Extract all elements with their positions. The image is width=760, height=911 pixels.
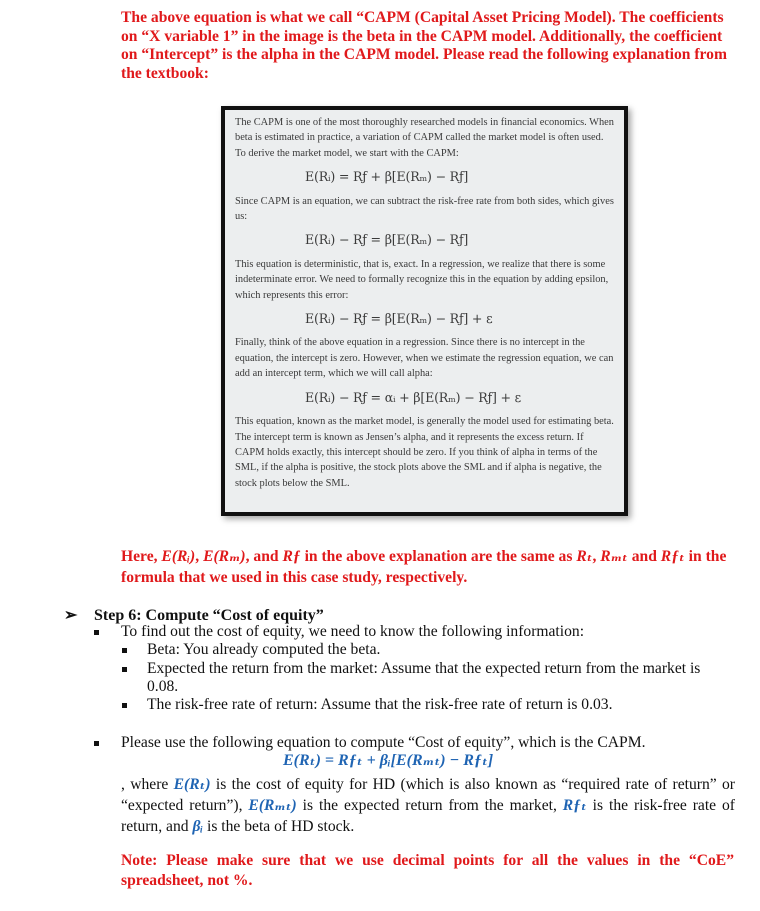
equation-capm: E(Rᵢ) = Rƒ + β[E(Rₘ) − Rƒ] [305, 169, 469, 185]
equation-market-model: E(Rᵢ) − Rƒ = αᵢ + β[E(Rₘ) − Rƒ] + ε [305, 389, 522, 405]
capm-equation: E(Rₜ) = Rƒₜ + βᵢ[E(Rₘₜ) − Rƒₜ] [283, 752, 494, 769]
equation-excess: E(Rᵢ) − Rƒ = β[E(Rₘ) − Rƒ] [305, 232, 469, 248]
equation-definitions: , where E(Rₜ) is the cost of equity for HD (which is also known as “required rate of return” or “expected return”), E(Rₘₜ) is the expected return from the market, Rƒₜ is the risk-free rate of return, and βᵢ is the beta of HD stock. [121, 776, 735, 835]
decimal-note: Note: Please make sure that we use decimal points for all the values in the “CoE” spreadsheet, not %. [121, 852, 734, 889]
square-bullet-icon [122, 648, 127, 653]
variable-mapping-note: Here, E(Rᵢ), E(Rₘ), and Rƒ in the above explanation are the same as Rₜ, Rₘₜ and Rƒₜ in the formula that we used in this case study, respectively. [121, 548, 727, 586]
textbook-paragraph-4: Finally, think of the above equation in a regression. Since there is no intercept in the equation, the intercept is zero. However, when we estimate the regression equation, we can add an intercept term, which we will call alpha: [235, 337, 614, 380]
square-bullet-icon [94, 630, 99, 635]
textbook-excerpt [221, 106, 628, 516]
step6-intro: To find out the cost of equity, we need to know the following information: [121, 623, 585, 640]
textbook-paragraph-1: The CAPM is one of the most thoroughly researched models in financial economics. When beta is estimated in practice, a variation of CAPM called the market model is often used. To derive the market model, we start with the CAPM: [235, 117, 614, 159]
info-beta: Beta: You already computed the beta. [147, 641, 381, 658]
use-equation-instruction: Please use the following equation to compute “Cost of equity”, which is the CAPM. [121, 734, 646, 751]
step-6-heading: ➢ Step 6: Compute “Cost of equity” [64, 607, 324, 624]
equation-error: E(Rᵢ) − Rƒ = β[E(Rₘ) − Rƒ] + ε [305, 311, 493, 327]
square-bullet-icon [122, 703, 127, 708]
info-market-return-value: 0.08. [147, 678, 179, 695]
textbook-paragraph-2: Since CAPM is an equation, we can subtract the risk-free rate from both sides, which gives us: [235, 195, 614, 223]
info-market-return: Expected the return from the market: Assume that the expected return from the market is [147, 660, 701, 677]
intro-paragraph: The above equation is what we call “CAPM (Capital Asset Pricing Model). The coefficients on “X variable 1” in the image is the beta in the CAPM model. Additionally, the coefficient on “Intercept” is the alpha in the CAPM model. Please read the following explanation from the textbook: [121, 9, 727, 82]
textbook-paragraph-3: This equation is deterministic, that is, exact. In a regression, we realize that there is some indeterminate error. We need to formally recognize this in the equation by adding epsilon, which represents this error: [235, 258, 609, 301]
textbook-paragraph-5: This equation, known as the market model, is generally the model used for estimating beta. The intercept term is known as Jensen’s alpha, and it represents the excess return. If CAPM holds exactly, this intercept should be zero. If you think of alpha in terms of the SML, if the alpha is positive, the stock plots above the SML and if alpha is negative, the stock plots below the SML. [235, 416, 614, 489]
square-bullet-icon [122, 667, 127, 672]
info-riskfree-rate: The risk-free rate of return: Assume that the risk-free rate of return is 0.03. [147, 696, 613, 713]
square-bullet-icon [94, 741, 99, 746]
arrow-bullet-icon: ➢ [64, 607, 78, 624]
